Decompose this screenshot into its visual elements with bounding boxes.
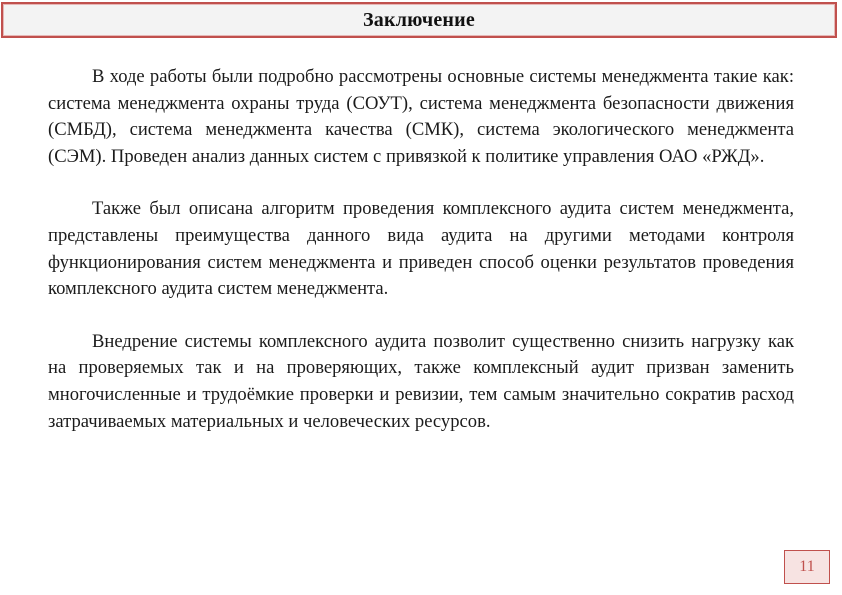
paragraph-3: Внедрение системы комплексного аудита позволит существенно снизить нагрузку как на проверяемых так и на проверяющих, также комплексный аудит призван заменить многочисленные и трудоёмкие проверки и ревизии, тем самым значительно сократив расход затрачиваемых материальных и человеческих ресурсов. [48, 330, 794, 432]
title-bar [1, 2, 837, 38]
page-number-box [784, 550, 830, 584]
slide-title: Заключение [363, 8, 475, 31]
slide-content [48, 64, 794, 461]
paragraph-2: Также был описана алгоритм проведения комплексного аудита систем менеджмента, представлены преимущества данного вида аудита на другими методами контроля функционирования систем менеджмента и приведен способ оценки результатов проведения комплексного аудита систем менеджмента. [48, 198, 794, 300]
page-number: 11 [799, 558, 815, 575]
paragraph-1: В ходе работы были подробно рассмотрены основные системы менеджмента такие как: система менеджмента охраны труда (СОУТ), система менеджмента безопасности движения (СМБД), система менеджмента качества (СМК), система экологического менеджмента (СЭМ). Проведен анализ данных систем с привязкой к политике управления ОАО «РЖД». [48, 66, 794, 167]
